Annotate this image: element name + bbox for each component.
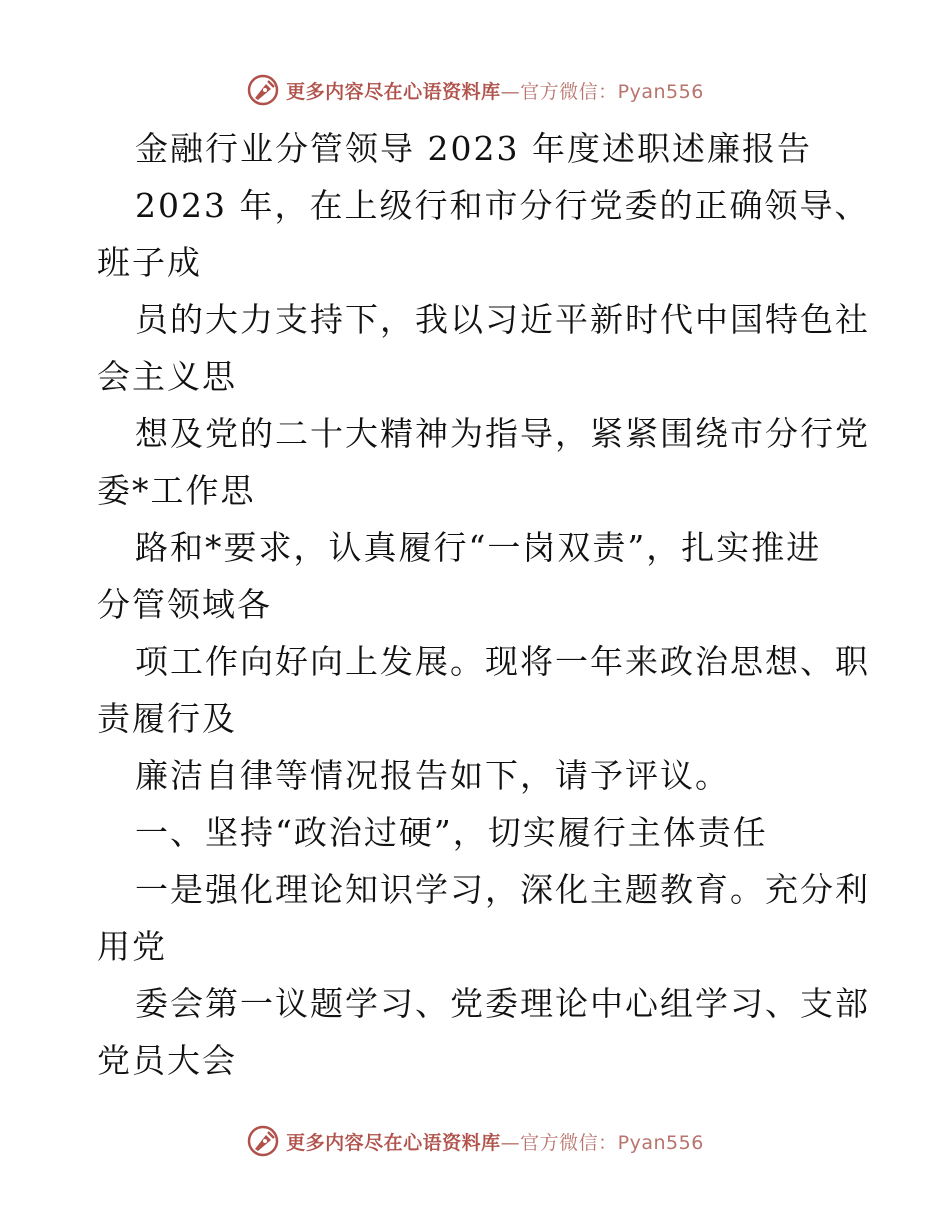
document-body	[0, 120, 950, 1089]
watermark-main-text: 更多内容尽在心语资料库	[286, 80, 501, 103]
document-line: 班子成	[97, 243, 202, 282]
document-line: 党员大会	[97, 1041, 237, 1080]
document-line: 委*工作思	[97, 471, 256, 510]
document-line: 用党	[97, 927, 167, 966]
pen-nib-logo-icon	[246, 1124, 280, 1158]
watermark-text	[286, 77, 704, 104]
watermark-sub-text: —官方微信：Pyan556	[500, 1131, 704, 1154]
document-line: 一、坚持“政治过硬”，切实履行主体责任	[135, 813, 768, 852]
document-line: 金融行业分管领导 2023 年度述职述廉报告	[135, 129, 812, 168]
pen-nib-logo-icon	[246, 73, 280, 107]
footer-watermark	[0, 1119, 950, 1163]
document-line: 路和*要求，认真履行“一岗双责”，扎实推进	[135, 528, 822, 567]
document-line: 想及党的二十大精神为指导，紧紧围绕市分行党	[135, 414, 870, 453]
document-line: 分管领域各	[97, 585, 272, 624]
watermark-main-text: 更多内容尽在心语资料库	[286, 1131, 501, 1154]
document-line: 会主义思	[97, 357, 237, 396]
document-line: 员的大力支持下，我以习近平新时代中国特色社	[135, 300, 870, 339]
header-watermark	[0, 68, 950, 112]
document-line: 2023 年，在上级行和市分行党委的正确领导、	[135, 186, 870, 225]
document-line: 项工作向好向上发展。现将一年来政治思想、职	[135, 642, 870, 681]
document-line: 一是强化理论知识学习，深化主题教育。充分利	[135, 870, 870, 909]
watermark-text	[286, 1128, 704, 1155]
document-line: 委会第一议题学习、党委理论中心组学习、支部	[135, 984, 870, 1023]
watermark-sub-text: —官方微信：Pyan556	[500, 80, 704, 103]
document-line: 责履行及	[97, 699, 237, 738]
document-line: 廉洁自律等情况报告如下，请予评议。	[135, 756, 730, 795]
